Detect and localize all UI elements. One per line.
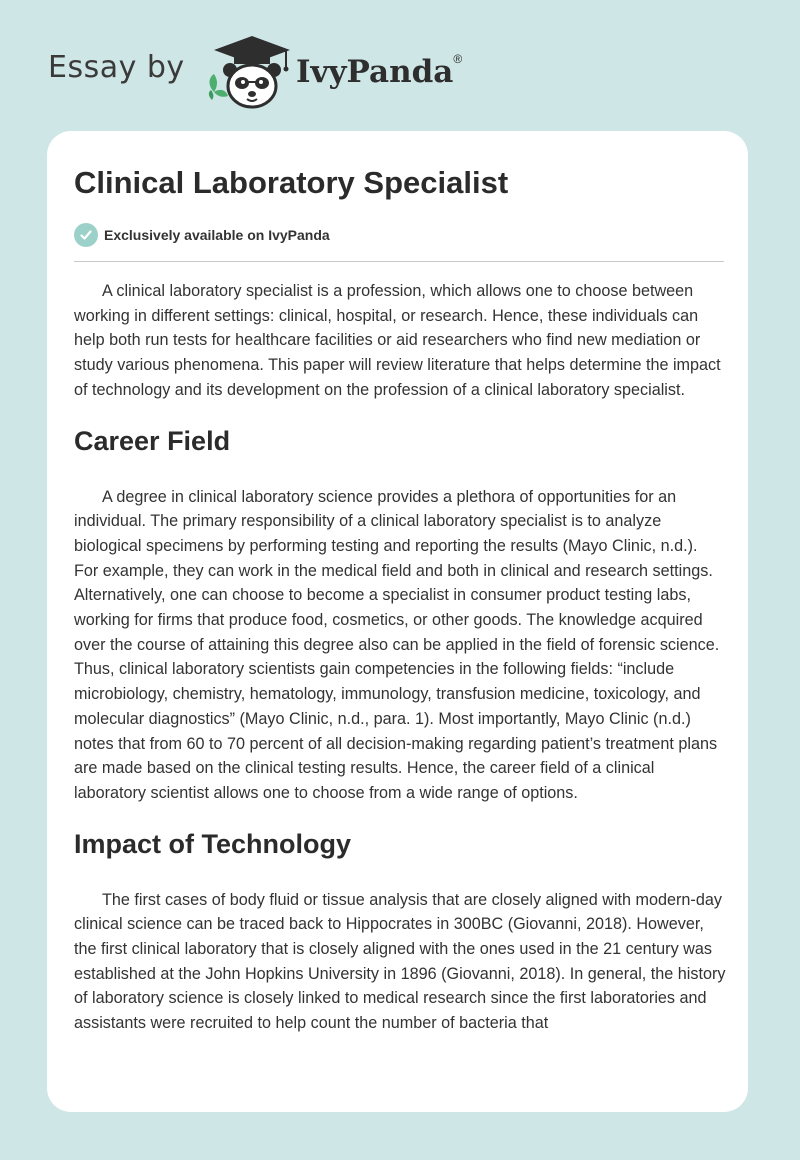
exclusive-badge <box>74 223 330 247</box>
intro-paragraph: A clinical laboratory specialist is a profession, which allows one to choose between working in different settings: clinical, hospital, or research. Hence, these individuals can help both run tests for healthcare facilities or aid researchers who find new mediation or study various phenomena. This paper will review literature that helps determine the impact of technology and its development on the profession of a clinical laboratory specialist. <box>74 282 721 399</box>
exclusive-label: Exclusively available on IvyPanda <box>104 227 330 243</box>
career-field-paragraph: A degree in clinical laboratory science provides a plethora of opportunities for an individual. The primary responsibility of a clinical laboratory specialist is to analyze biological specimens by performing testing and reporting the results (Mayo Clinic, n.d.). For example, they can work in the medical field and both in clinical and research settings. Alternatively, one can choose to become a specialist in consumer product testing labs, working for firms that produce food, cosmetics, or other goods. The knowledge acquired over the course of attaining this degree also can be applied in the field of forensic science. Thus, clinical laboratory scientists gain competencies in the following fields: “include microbiology, chemistry, hematology, immunology, transfusion medicine, toxicology, and molecular diagnostics” (Mayo Clinic, n.d., para. 1). Most importantly, Mayo Clinic (n.d.) notes that from 60 to 70 percent of all decision-making regarding patient’s treatment plans are made based on the clinical testing results. Hence, the career field of a clinical laboratory scientist allows one to choose from a wide range of options. <box>74 487 720 802</box>
essay-body <box>74 279 726 1036</box>
check-circle-icon <box>74 223 98 247</box>
section-heading-career-field: Career Field <box>74 425 231 456</box>
registered-mark: ® <box>453 51 463 66</box>
site-header <box>0 0 800 130</box>
page-title: Clinical Laboratory Specialist <box>74 165 509 200</box>
essay-by-label: Essay by <box>48 50 185 85</box>
divider <box>74 261 724 262</box>
brand-label: IvyPanda <box>296 54 454 90</box>
essay-card <box>47 131 748 1112</box>
section-heading-impact-of-technology: Impact of Technology <box>74 828 352 859</box>
brand-name <box>296 51 463 90</box>
panda-graduate-logo-icon <box>202 34 294 110</box>
impact-of-technology-paragraph: The first cases of body fluid or tissue analysis that are closely aligned with modern-day clinical science can be traced back to Hippocrates in 300BC (Giovanni, 2018). However, the first clinical laboratory that is closely aligned with the ones used in the 21 century was established at the John Hopkins University in 1896 (Giovanni, 2018). In general, the history of laboratory science is closely linked to medical research since the first laboratories and assistants were recruited to help count the number of bacteria that <box>74 890 726 1033</box>
